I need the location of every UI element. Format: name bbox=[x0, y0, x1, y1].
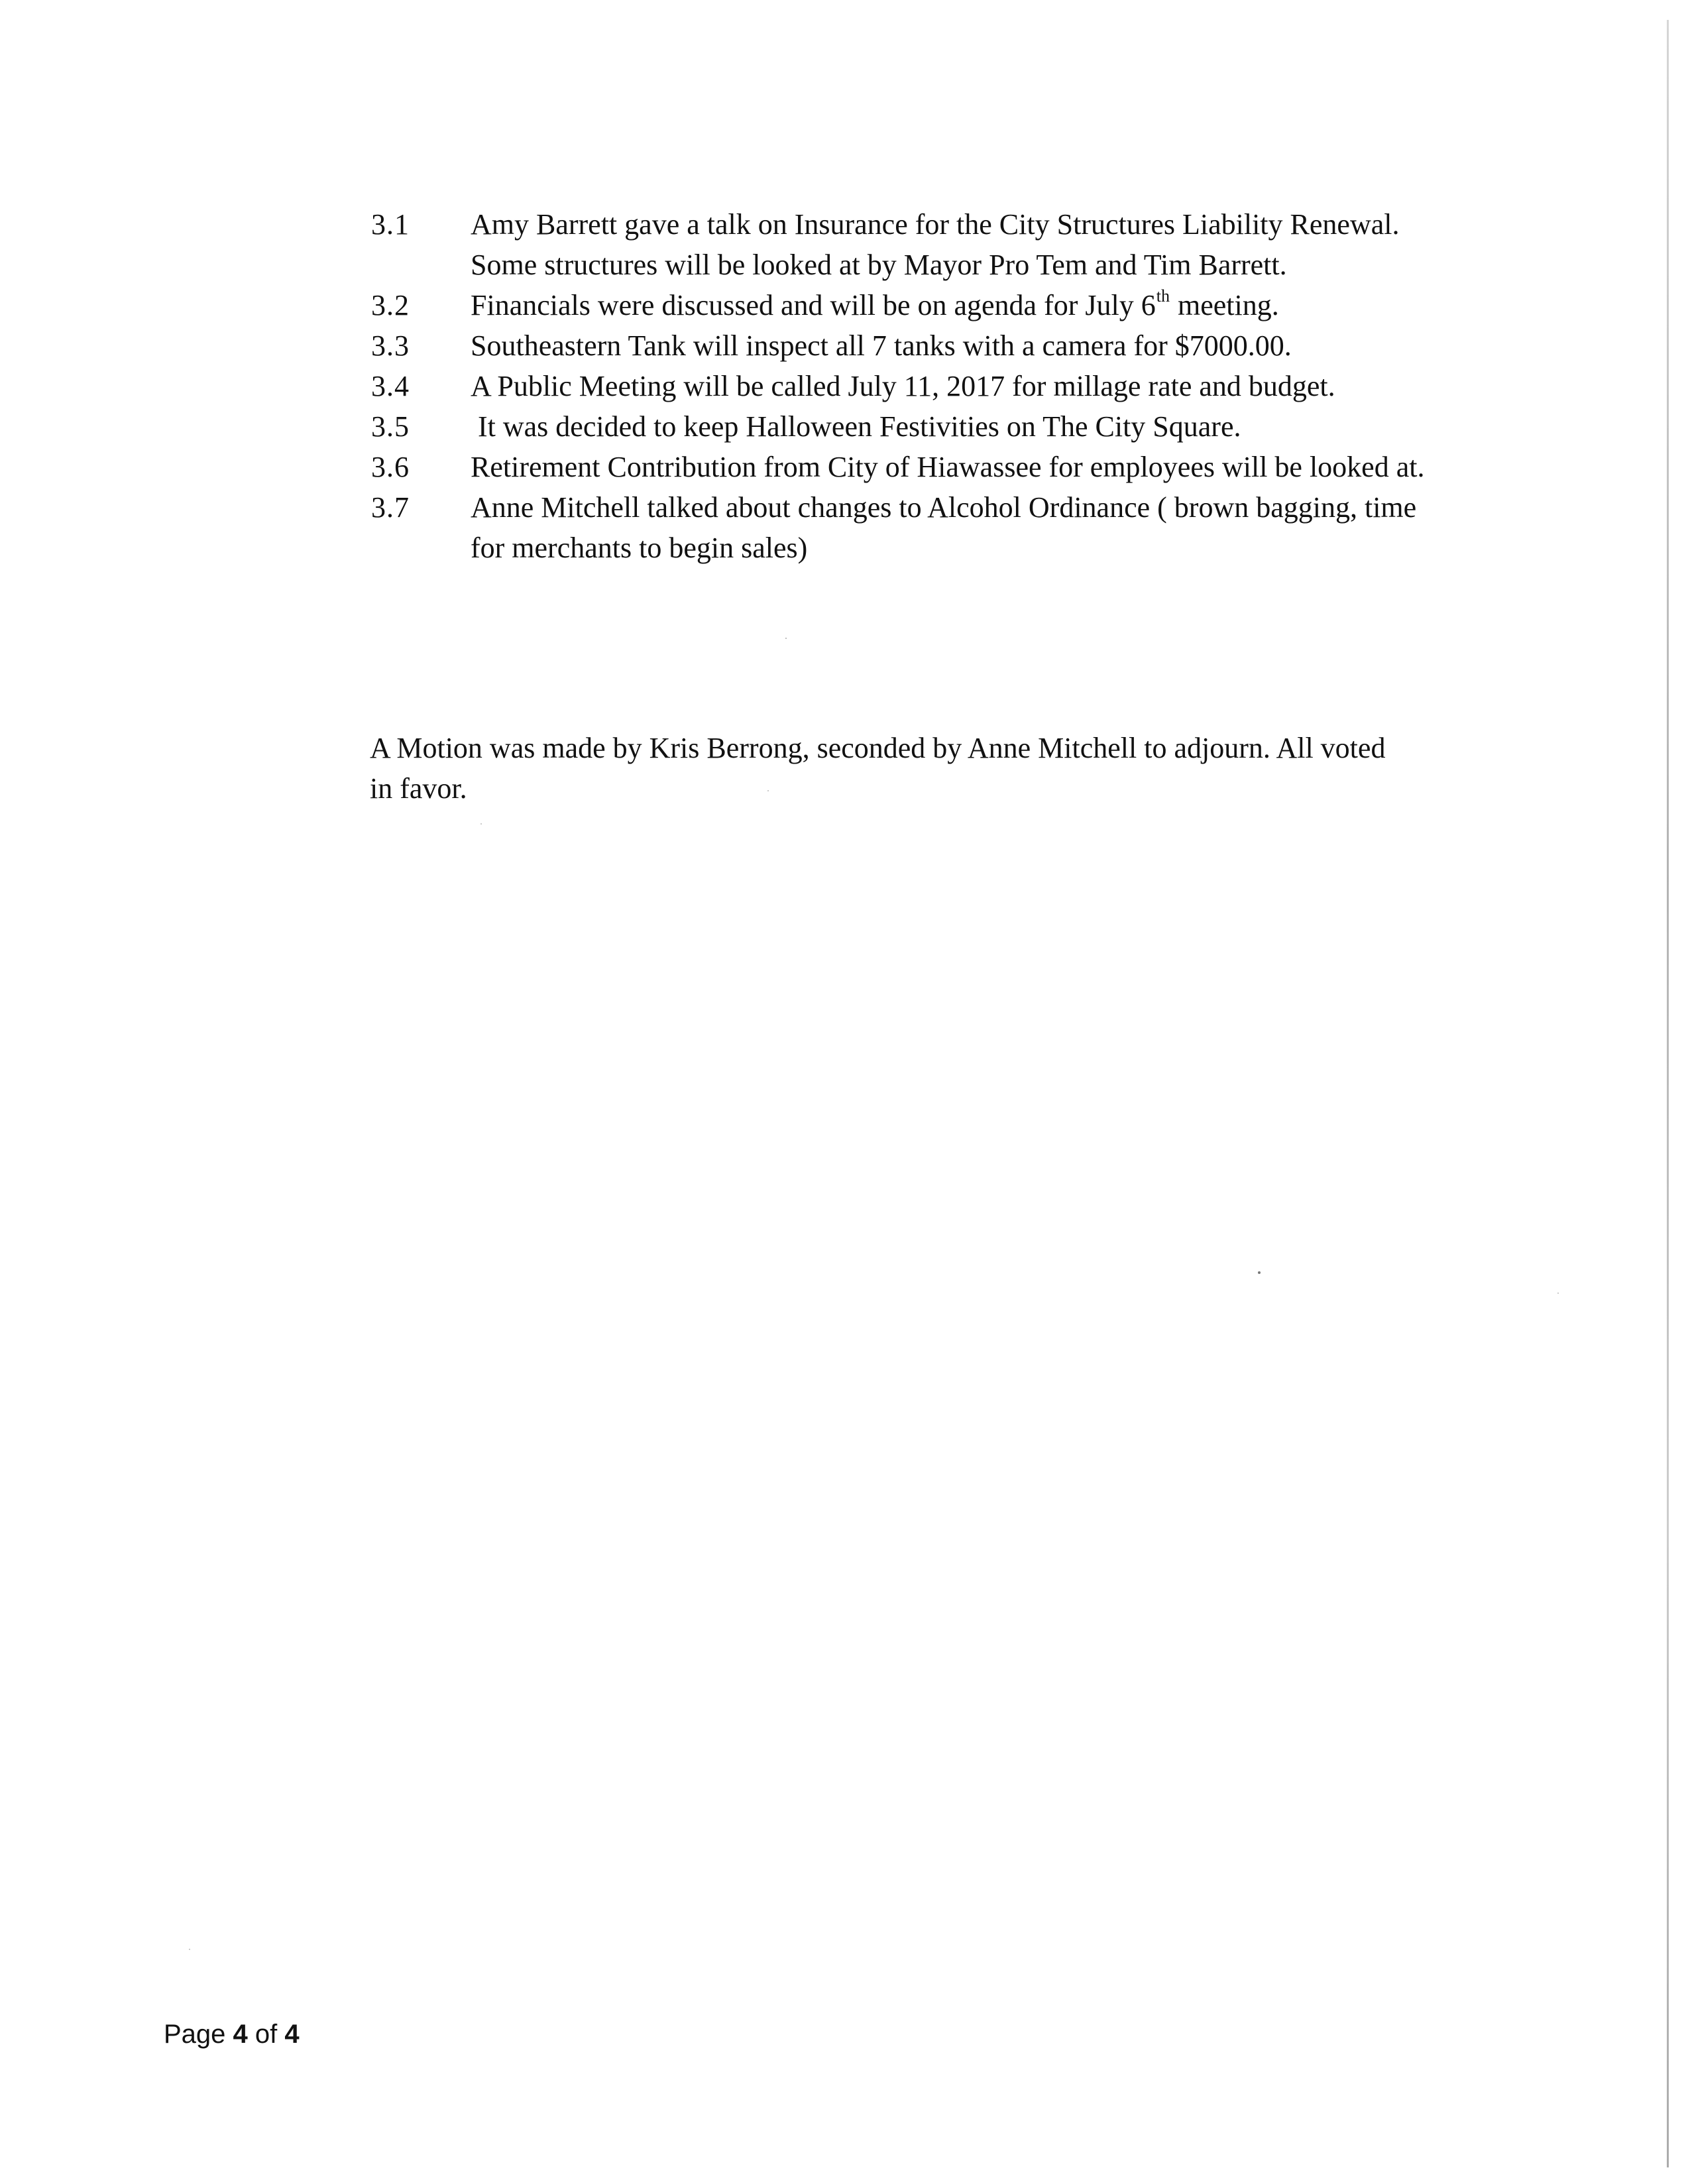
item-text-line: Anne Mitchell talked about changes to Alcohol Ordinance ( brown bagging, time bbox=[471, 491, 1417, 524]
item-text-line: Some structures will be looked at by Mayor Pro Tem and Tim Barrett. bbox=[471, 249, 1287, 281]
list-item bbox=[371, 487, 1630, 568]
item-text bbox=[471, 487, 1531, 568]
footer-current-page: 4 bbox=[233, 2020, 248, 2049]
list-item bbox=[371, 325, 1630, 366]
item-text-after: meeting. bbox=[1177, 289, 1279, 321]
item-text: Southeastern Tank will inspect all 7 tanks with a camera for $7000.00. bbox=[471, 329, 1292, 362]
ordinal-superscript: th bbox=[1156, 286, 1170, 306]
scan-speck bbox=[785, 638, 787, 639]
scan-edge-line bbox=[1667, 20, 1669, 2167]
item-text: It was decided to keep Halloween Festivities on The City Square. bbox=[471, 410, 1241, 443]
item-number: 3.7 bbox=[371, 491, 410, 524]
footer-of-word: of bbox=[254, 2020, 278, 2049]
item-number: 3.3 bbox=[371, 329, 410, 362]
item-text: A Public Meeting will be called July 11, 2017 for millage rate and budget. bbox=[471, 370, 1335, 402]
list-item bbox=[371, 204, 1630, 285]
item-text bbox=[471, 285, 1531, 325]
item-number: 3.1 bbox=[371, 208, 410, 241]
footer-total-pages: 4 bbox=[284, 2020, 300, 2049]
motion-line: A Motion was made by Kris Berrong, seconded by Anne Mitchell to adjourn. All voted bbox=[370, 732, 1386, 764]
motion-line: in favor. bbox=[370, 772, 467, 805]
item-text: Retirement Contribution from City of Hiawassee for employees will be looked at. bbox=[471, 451, 1425, 483]
adjourn-motion-paragraph bbox=[370, 728, 1457, 809]
list-item bbox=[371, 366, 1630, 406]
item-text bbox=[471, 204, 1531, 285]
footer-page-word: Page bbox=[164, 2020, 226, 2049]
item-text-line: Amy Barrett gave a talk on Insurance for the City Structures Liability Renewal. bbox=[471, 208, 1400, 241]
list-item bbox=[371, 447, 1630, 487]
scan-speck bbox=[1258, 1271, 1261, 1274]
item-number: 3.4 bbox=[371, 370, 410, 402]
scan-speck bbox=[1557, 1293, 1559, 1294]
page-number-footer bbox=[164, 2018, 300, 2050]
item-number: 3.5 bbox=[371, 410, 410, 443]
scan-speck bbox=[189, 1949, 190, 1950]
item-text-before: Financials were discussed and will be on agenda for July 6 bbox=[471, 289, 1156, 321]
list-item bbox=[371, 406, 1630, 447]
list-item bbox=[371, 285, 1630, 325]
item-text-line: for merchants to begin sales) bbox=[471, 532, 808, 564]
scan-speck bbox=[767, 790, 769, 791]
minutes-item-list bbox=[371, 204, 1630, 568]
scan-speck bbox=[480, 823, 482, 825]
item-number: 3.2 bbox=[371, 289, 410, 321]
item-number: 3.6 bbox=[371, 451, 410, 483]
